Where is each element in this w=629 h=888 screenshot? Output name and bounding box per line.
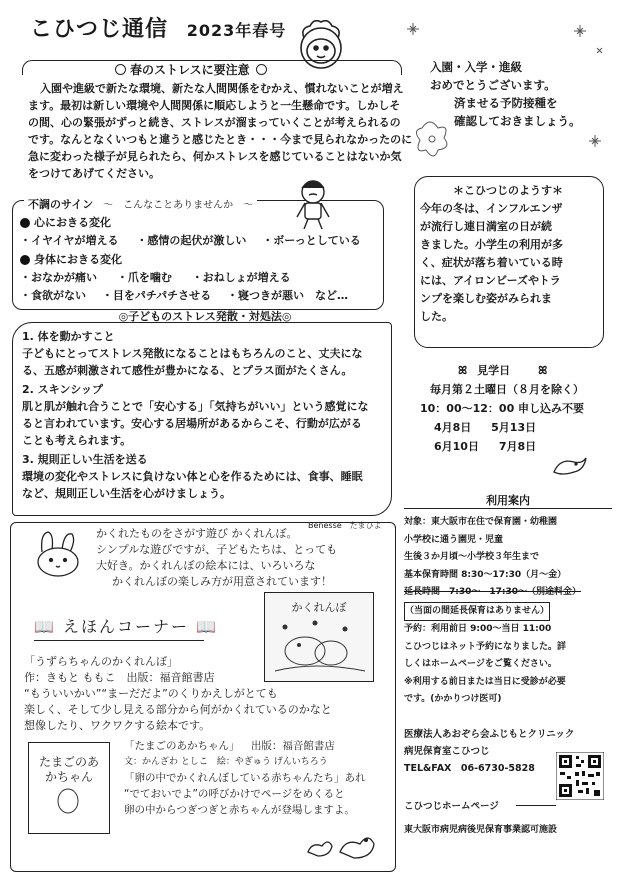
text-line: など、規則正しい生活を心がけましょう。 (22, 487, 231, 500)
text-line: をつけてあげてください。 (28, 167, 160, 180)
stress-heading: 春のストレスに要注意 (115, 62, 271, 79)
egg-icon (29, 785, 107, 815)
list-item: ・目をパチパチさせる (101, 289, 212, 302)
text-line: 大好き。かくれんぼの絵本には、いろいろな (96, 559, 316, 572)
status-heading: ＊こひつじのようす＊ (453, 184, 563, 197)
clover-icon: ꕤ (538, 364, 548, 377)
text-line: 基本保育時間 8:30～17:30（月～金） (404, 569, 567, 580)
clinic-name: 医療法人あおぞら会ふじもとクリニック (404, 729, 575, 740)
text-line: 済ませる予防接種を (454, 96, 558, 110)
text-line: 予約：利用前日 9:00～当日 11:00 (404, 624, 552, 634)
text-line: 小学校に通う園児・児童 (404, 534, 504, 545)
clover-icon: ꕤ (458, 364, 468, 377)
mind-items (20, 232, 361, 249)
text-line: には、アイロンビーズやトラ (420, 274, 561, 287)
filled-bullet-icon (20, 255, 30, 265)
bird-icon (550, 452, 590, 482)
text-line: 入園や進級で新たな環境、新たな人間関係をむかえ、慣れないことが増え (40, 82, 404, 95)
text-line: ことも考えられます。 (22, 434, 132, 447)
book1-cover: かくれんぼ (264, 592, 374, 682)
text-line: 「卵の中でかくれんぼしている赤ちゃんたち」あれ (124, 772, 366, 784)
open-book-icon: 📖 (34, 617, 56, 636)
text-line: （当面の間延長保育はありません） (404, 602, 550, 622)
list-item: ・感情の起伏が激しい (136, 234, 247, 247)
duck-family-icon (300, 822, 380, 862)
text-line: 今年の冬は、インフルエンザ (420, 202, 563, 215)
status-body (420, 200, 563, 326)
text-line: “でておいでよ”の呼びかけでページをめくると (124, 788, 345, 800)
list-item: ・食欲がない (20, 289, 86, 302)
release-item-title: 2. スキンシップ (22, 383, 104, 396)
list-item: ・おなかが痛い (20, 271, 97, 284)
list-item: ・寝つきが悪い など… (227, 289, 349, 302)
usage-heading-rule (404, 508, 612, 509)
open-day-time: 10：00～12：00 申し込み不要 (420, 402, 585, 415)
usage-heading: 利用案内 (486, 494, 530, 507)
text-line: 入園・入学・進級 (430, 60, 522, 74)
greeting-block (430, 58, 581, 130)
certified-facility: 東大阪市病児病後児保育事業認可施設 (404, 825, 558, 835)
text-line: きました。小学生の利用が多 (420, 238, 563, 251)
list-item: ・ボーっとしている (262, 234, 361, 247)
list-item: ・イヤイヤが増える (20, 234, 119, 247)
release-heading: ◎子どものストレス発散・対処法◎ (118, 310, 292, 323)
text-line: シンプルな遊びですが、子どもたちは、とっても (96, 543, 338, 556)
release-items (22, 328, 388, 502)
room-name: 病児保育室こひつじ (404, 746, 490, 757)
homepage-label: こひつじホームページ (404, 801, 499, 812)
text-line: 子どもにとってストレス発散になることはもちろんのこと、丈夫にな (22, 347, 363, 360)
text-line: した。 (420, 310, 453, 323)
qr-code-icon[interactable] (556, 752, 604, 800)
homepage-arrow (516, 805, 556, 806)
open-day-schedule: 毎月第２土曜日（８月を除く） (430, 383, 584, 396)
body-items-2 (20, 287, 348, 304)
signs-title: 不調のサイン ～ こんなことありませんか ～ (24, 196, 257, 214)
text-line: 楽しく、そして少し見える部分から何がかくれているのかなと (24, 703, 332, 716)
text-line: ※利用する前日または当日に受診が必要 (404, 676, 566, 687)
text-line: 肌と肌が触れ合うことで「安心する」「気持ちがいい」という感覚にな (22, 400, 369, 413)
text-line: ると言われています。安心する居場所があるからこそ、行動が広がる (22, 417, 362, 430)
open-day-body (420, 380, 584, 456)
text-line: ンプを楽しむ姿がみられま (420, 292, 552, 305)
circle-bullet-icon (115, 64, 126, 75)
corner-title-rule (34, 640, 204, 641)
text-line: 環境の変化やストレスに負けない体と心を作るためには、食事、睡眠 (22, 470, 363, 483)
book2-block (124, 738, 390, 818)
clinic-block (404, 726, 574, 777)
book1-credit: 作：きもと ももこ 出版：福音館書店 (24, 671, 215, 684)
open-book-icon: 📖 (196, 617, 219, 636)
usage-body (404, 514, 581, 709)
newsletter-title (30, 12, 286, 43)
mind-heading: 心におきる変化 (20, 214, 111, 231)
stress-body (28, 80, 413, 182)
crying-child-icon (285, 176, 341, 232)
book1-block (24, 654, 384, 734)
release-item-title: 1. 体を動かすこと (22, 330, 115, 343)
book2-credit: 文：かんざわ としこ 絵：やぎゅう げんいちろう (124, 757, 328, 767)
book1-title: 「うずらちゃんのかくれんぼ」 (24, 655, 178, 668)
open-day-dates: 6月10日 7月8日 (434, 440, 537, 453)
book2-heading: 「たまごのあかちゃん」 出版：福音館書店 (124, 740, 335, 752)
text-line: “もういいかい”“まーだだよ”のくりかえしがとても (24, 687, 278, 700)
text-line: こひつじはネット予約になりました。詳 (404, 641, 567, 652)
open-day-dates: 4月8日 5月13日 (434, 421, 537, 434)
text-line: かくれんぼの楽しみ方が用意されています！ (112, 575, 332, 588)
issue-text: 2023年春号 (186, 21, 287, 40)
filled-bullet-icon (20, 218, 30, 228)
book2-cover: たまごのあかちゃん (28, 742, 110, 834)
text-line: 想像したり、ワクワクする絵本です。 (24, 719, 211, 732)
text-line: く、症状が落ち着いている時 (420, 256, 563, 269)
text-line: 対象：東大阪市在住で保育園・幼稚園 (404, 517, 558, 527)
text-line: が流行し連日満室の日が続 (420, 220, 552, 233)
title-text: こひつじ通信 (30, 17, 169, 42)
list-item: ・おねしょが増える (191, 271, 291, 284)
text-line: です。なんとなくいつもと違うと感じたとき・・・今まで見られなかったのに (28, 133, 413, 146)
body-items-1 (20, 269, 291, 286)
text-line: る、五感が刺激されて感性が豊かになる、とプラス面がたくさん。 (22, 364, 353, 377)
bunny-peek-icon (28, 528, 88, 580)
corner-title: 📖 えほんコーナー 📖 (34, 617, 219, 636)
text-line: かくれたものをさがす遊び かくれんぼ。 (96, 527, 298, 540)
text-line: 延長時間 7:30～ 17:30～（別途料金） (404, 587, 582, 597)
open-day-heading: ꕤ 見学日 ꕤ (458, 364, 548, 377)
text-line: 確認しておきましょう。 (454, 114, 581, 128)
text-line: 生後３か月頃～小学校３年生まで (404, 552, 540, 562)
picturebook-intro (96, 526, 390, 590)
text-line: です。(かかりつけ医可) (404, 694, 502, 704)
release-item-title: 3. 規則正しい生活を送る (22, 453, 148, 466)
benesse-credit: Benesse たまひよ (308, 521, 382, 530)
text-line: 急に変わった様子が見られたら、何かストレスを感じていることはないか気 (28, 150, 402, 163)
text-line: ます。最初は新しい環境や人間関係に順応しようと一生懸命です。しかしそ (28, 99, 401, 112)
circle-bullet-icon (256, 64, 267, 75)
text-line: 卵の中からつぎつぎと赤ちゃんが登場しますよ。 (124, 804, 355, 816)
text-line: しくはホームページをご覧ください。 (404, 659, 557, 669)
text-line: おめでとうございます。 (430, 78, 556, 92)
list-item: ・爪を噛む (116, 271, 172, 284)
tel-fax: TEL&FAX 06-6730-5828 (404, 763, 535, 774)
body-heading: 身体におきる変化 (20, 251, 122, 268)
text-line: の間、心の緊張がずっと続き、ストレスが溜まっていくことが考えられるの (28, 116, 401, 129)
